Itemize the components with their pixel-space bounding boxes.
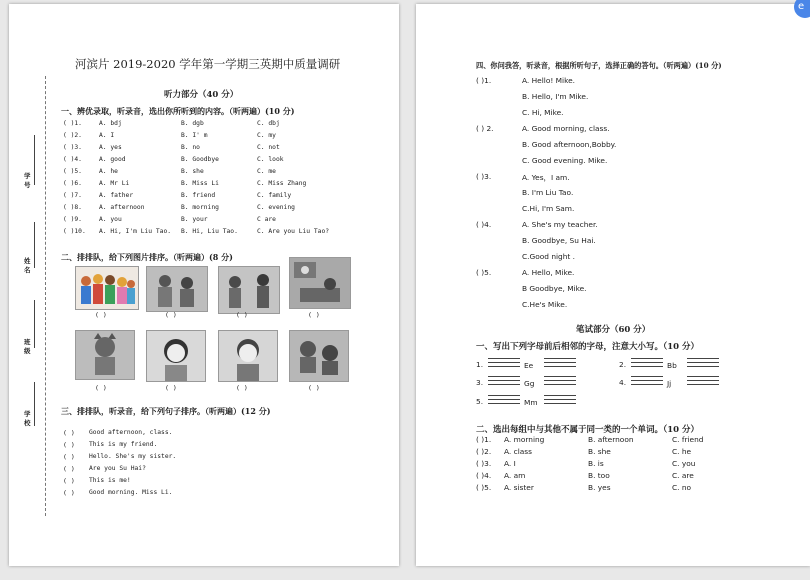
option-b: B. dgb: [181, 120, 204, 127]
answer-option: C. Hi, Mike.: [522, 108, 564, 117]
answer-option: A. She's my teacher.: [522, 220, 598, 229]
side-line: [34, 222, 35, 268]
writing-line[interactable]: [631, 362, 663, 363]
question-number[interactable]: ( )8.: [63, 204, 82, 211]
answer-option: C.Good night .: [522, 252, 576, 261]
writing-line[interactable]: [687, 376, 719, 377]
item-number: 3.: [476, 378, 484, 387]
writing-line[interactable]: [544, 376, 576, 377]
question-number[interactable]: ( )3.: [476, 459, 492, 468]
writing-line[interactable]: [488, 366, 520, 367]
answer-paren[interactable]: ( ): [165, 311, 177, 319]
option-c: C. he: [672, 447, 692, 456]
answer-paren[interactable]: ( ): [308, 384, 320, 392]
option-c: C. evening: [257, 204, 295, 211]
option-c: C. are: [672, 471, 694, 480]
option-b: B. no: [181, 144, 200, 151]
question-number[interactable]: ( )10.: [63, 228, 86, 235]
question-number[interactable]: ( )6.: [63, 180, 82, 187]
writing-line[interactable]: [544, 399, 576, 400]
writing-line[interactable]: [488, 358, 520, 359]
section-heading: 三、排排队，听录音，给下列句子排序。（听两遍）(12 分): [61, 406, 271, 416]
option-b: B. yes: [588, 483, 611, 492]
side-label-school: 学校: [24, 410, 31, 427]
option-a: A. you: [99, 216, 122, 223]
answer-option: A. Good morning, class.: [522, 124, 610, 133]
writing-line[interactable]: [687, 362, 719, 363]
option-c: C. look: [257, 156, 284, 163]
answer-option: B. Goodbye, Su Hai.: [522, 236, 596, 245]
fab-label: e: [798, 1, 805, 12]
writing-line[interactable]: [488, 376, 520, 377]
side-line: [34, 382, 35, 426]
question-number[interactable]: ( )1.: [476, 76, 492, 85]
option-b: B. too: [588, 471, 610, 480]
answer-option: A. Hello! Mike.: [522, 76, 576, 85]
writing-line[interactable]: [544, 395, 576, 396]
option-b: B. morning: [181, 204, 219, 211]
answer-option: C.He's Mike.: [522, 300, 568, 309]
answer-paren[interactable]: ( ): [95, 384, 107, 392]
answer-option: B. Good afternoon,Bobby.: [522, 140, 617, 149]
given-letter: Ee: [524, 361, 534, 370]
writing-line[interactable]: [687, 366, 719, 367]
picture-greeting: [218, 266, 280, 314]
side-line: [34, 135, 35, 185]
section-heading: 一、写出下列字母前后相邻的字母，注意大小写。（10 分）: [476, 342, 700, 352]
option-c: C. you: [672, 459, 696, 468]
writing-line[interactable]: [631, 380, 663, 381]
binding-line: [45, 76, 46, 516]
option-c: C are: [257, 216, 276, 223]
section-heading: 四、你问我答，听录音，根据所听句子，选择正确的答句。（听两遍）(10 分): [476, 61, 722, 70]
answer-paren[interactable]: ( ): [63, 453, 75, 461]
sentence-text: Hello. She's my sister.: [89, 453, 177, 460]
writing-line[interactable]: [544, 403, 576, 404]
answer-paren[interactable]: ( ): [63, 429, 75, 437]
writing-line[interactable]: [544, 366, 576, 367]
question-number[interactable]: ( ) 2.: [476, 124, 494, 133]
side-label-student-no: 学号: [24, 172, 31, 189]
answer-option: C.Hi, I'm Sam.: [522, 204, 575, 213]
answer-paren[interactable]: ( ): [236, 311, 248, 319]
side-label-class: 班级: [24, 338, 31, 355]
option-b: B. Goodbye: [181, 156, 219, 163]
question-number[interactable]: ( )4.: [63, 156, 82, 163]
section-heading: 一、辨优录取，听录音，选出你所听到的内容。（听两遍）(10 分): [61, 106, 295, 116]
question-number[interactable]: ( )5.: [63, 168, 82, 175]
given-letter: Mm: [524, 398, 538, 407]
picture-night: [289, 257, 351, 309]
answer-option: B. Hello, I'm Mike.: [522, 92, 589, 101]
answer-paren[interactable]: ( ): [236, 384, 248, 392]
writing-line[interactable]: [631, 366, 663, 367]
answer-paren[interactable]: ( ): [308, 311, 320, 319]
writing-line[interactable]: [544, 362, 576, 363]
option-b: B. Miss Li: [181, 180, 219, 187]
option-b: B. I' m: [181, 132, 208, 139]
option-a: A. afternoon: [99, 204, 145, 211]
option-c: C. not: [257, 144, 280, 151]
sentence-text: This is my friend.: [89, 441, 158, 448]
writing-line[interactable]: [488, 380, 520, 381]
writing-line[interactable]: [488, 384, 520, 385]
option-c: C. dbj: [257, 120, 280, 127]
option-b: B. friend: [181, 192, 216, 199]
question-number[interactable]: ( )1.: [476, 435, 492, 444]
writing-line[interactable]: [687, 358, 719, 359]
writing-line[interactable]: [687, 384, 719, 385]
option-a: A. am: [504, 471, 526, 480]
option-a: A. good: [99, 156, 126, 163]
answer-paren[interactable]: ( ): [63, 477, 75, 485]
writing-line[interactable]: [488, 395, 520, 396]
side-line: [34, 300, 35, 348]
side-label-name: 姓名: [24, 257, 31, 274]
sentence-text: Good afternoon, class.: [89, 429, 173, 436]
question-number[interactable]: ( )9.: [63, 216, 82, 223]
question-number[interactable]: ( )4.: [476, 471, 492, 480]
sentence-text: Are you Su Hai?: [89, 465, 146, 472]
question-number[interactable]: ( )4.: [476, 220, 492, 229]
option-c: C. Are you Liu Tao?: [257, 228, 330, 235]
question-number[interactable]: ( )2.: [476, 447, 492, 456]
option-a: A. he: [99, 168, 118, 175]
answer-paren[interactable]: ( ): [165, 384, 177, 392]
option-a: A. bdj: [99, 120, 122, 127]
item-number: 1.: [476, 360, 484, 369]
option-a: A. class: [504, 447, 532, 456]
given-letter: Gg: [524, 379, 535, 388]
section-heading: 二、排排队，给下列图片排序。（听两遍）(8 分): [61, 252, 233, 262]
writing-line[interactable]: [488, 399, 520, 400]
option-c: C. me: [257, 168, 276, 175]
writing-line[interactable]: [687, 380, 719, 381]
given-letter: Bb: [667, 361, 677, 370]
option-a: A. sister: [504, 483, 534, 492]
option-c: C. Miss Zhang: [257, 180, 307, 187]
page-title: 河滨片 2019-2020 学年第一学期三英期中质量调研: [75, 57, 341, 71]
writing-line[interactable]: [488, 362, 520, 363]
option-b: B. she: [181, 168, 204, 175]
part-title: 听力部分（40 分）: [164, 90, 239, 100]
exam-page-left: [9, 4, 399, 566]
option-a: A. I: [99, 132, 115, 139]
sentence-text: Good morning. Miss Li.: [89, 489, 173, 496]
option-a: A. father: [99, 192, 134, 199]
answer-option: B Goodbye, Mike.: [522, 284, 587, 293]
option-a: A. yes: [99, 144, 122, 151]
writing-line[interactable]: [544, 358, 576, 359]
option-b: B. Hi, Liu Tao.: [181, 228, 238, 235]
question-number[interactable]: ( )5.: [476, 268, 492, 277]
writing-line[interactable]: [544, 384, 576, 385]
question-number[interactable]: ( )5.: [476, 483, 492, 492]
answer-paren[interactable]: ( ): [95, 311, 107, 319]
answer-option: A. Hello, Mike.: [522, 268, 575, 277]
option-a: A. Mr Li: [99, 180, 130, 187]
question-number[interactable]: ( )7.: [63, 192, 82, 199]
picture-girl: [146, 330, 206, 382]
option-b: B. your: [181, 216, 208, 223]
question-number[interactable]: ( )3.: [63, 144, 82, 151]
picture-boy: [218, 330, 278, 382]
item-number: 4.: [619, 378, 627, 387]
item-number: 2.: [619, 360, 627, 369]
exam-page-right: [416, 4, 810, 566]
answer-option: A. Yes，I am.: [522, 173, 570, 182]
answer-paren[interactable]: ( ): [63, 489, 75, 497]
answer-option: B. I'm Liu Tao.: [522, 188, 574, 197]
option-a: A. morning: [504, 435, 545, 444]
question-number[interactable]: ( )2.: [63, 132, 82, 139]
question-number[interactable]: ( )3.: [476, 172, 492, 181]
option-c: C. my: [257, 132, 276, 139]
picture-classroom: [146, 266, 208, 312]
section-heading: 二、选出每组中与其他不属于同一类的一个单词。（10 分）: [476, 425, 700, 435]
writing-line[interactable]: [631, 358, 663, 359]
answer-paren[interactable]: ( ): [63, 441, 75, 449]
option-a: A. I: [504, 459, 516, 468]
writing-line[interactable]: [544, 380, 576, 381]
part-title: 笔试部分（60 分）: [576, 325, 651, 335]
sentence-text: This is me!: [89, 477, 131, 484]
answer-option: C. Good evening. Mike.: [522, 156, 608, 165]
picture-family: [75, 266, 139, 310]
writing-line[interactable]: [631, 376, 663, 377]
writing-line[interactable]: [631, 384, 663, 385]
option-b: B. afternoon: [588, 435, 634, 444]
picture-dog-cat: [289, 330, 349, 382]
answer-paren[interactable]: ( ): [63, 465, 75, 473]
item-number: 5.: [476, 397, 484, 406]
option-c: C. no: [672, 483, 692, 492]
option-c: C. family: [257, 192, 292, 199]
writing-line[interactable]: [488, 403, 520, 404]
option-b: B. is: [588, 459, 604, 468]
question-number[interactable]: ( )1.: [63, 120, 82, 127]
picture-cat: [75, 330, 135, 380]
option-b: B. she: [588, 447, 611, 456]
option-a: A. Hi, I'm Liu Tao.: [99, 228, 172, 235]
given-letter: Jj: [667, 379, 672, 388]
option-c: C. friend: [672, 435, 704, 444]
